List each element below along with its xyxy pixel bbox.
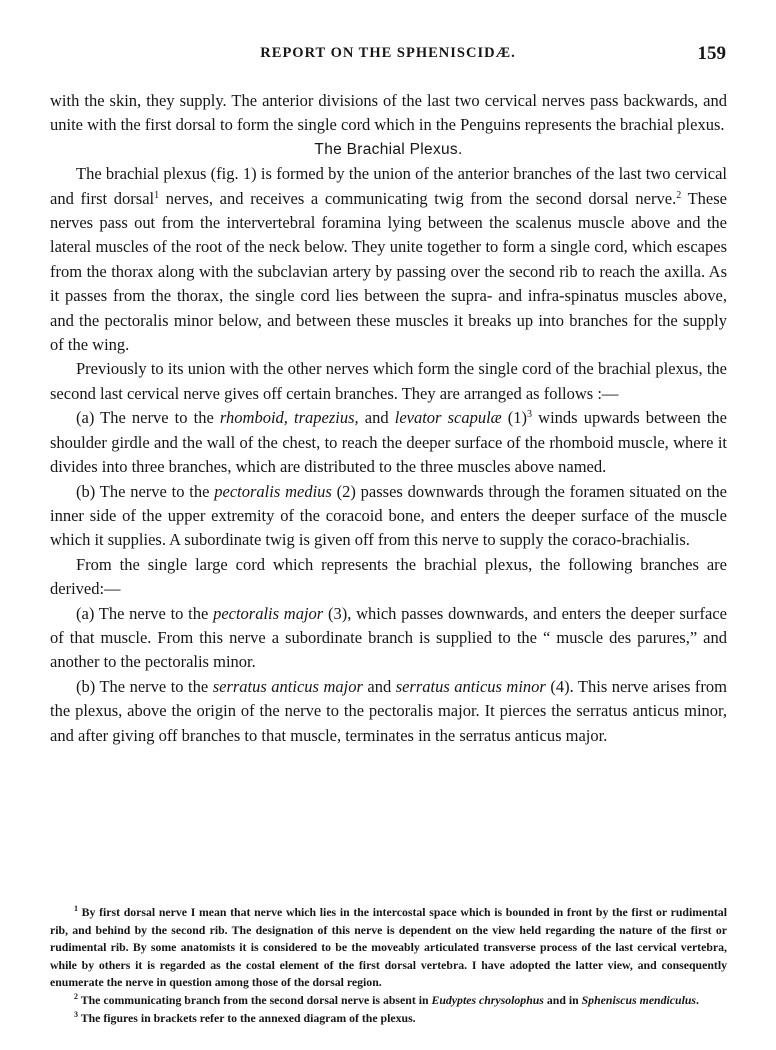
- text-run: (4). This nerve arises from the plexus, above the origin of the nerve to the pectoralis major. It pierces the serratus anticus minor, and after giving off branches to that muscle, terminates in the serratus anticus major.: [50, 676, 727, 745]
- text-run: The nerve to the: [95, 676, 213, 696]
- text-run: nerves, and receives a communicating twig from the second dorsal nerve.: [159, 188, 677, 208]
- item-label: (a): [76, 408, 95, 428]
- footnote-1: [50, 904, 727, 992]
- text-run: winds upwards between the shoulder girdle and the wall of the chest, to reach the deeper surface of the rhomboid muscle, where it divides into three branches, which are distributed to the three muscles above named.: [50, 408, 727, 477]
- paragraph-item-a-rhomboid: [50, 406, 727, 479]
- footnote-3: [50, 1010, 727, 1028]
- footnote-mark: 1: [74, 904, 78, 913]
- text-run: (1): [501, 408, 528, 428]
- running-header: [50, 43, 726, 67]
- footnote-ref-2[interactable]: 2: [676, 189, 682, 201]
- italic-term: levator scapulæ: [394, 408, 502, 428]
- text-run: (2) passes downwards through the foramen situated on the inner side of the upper extremity of the coracoid bone, and enters the deeper surface of the muscle which it supplies. A subordinate twig is given off from this nerve to supply the coraco-brachialis.: [50, 481, 727, 550]
- italic-species: Spheniscus mendiculus: [581, 992, 697, 1007]
- body-text: [50, 89, 727, 748]
- paragraph-item-a-pectoralis-major: [50, 602, 727, 675]
- item-label: (b): [76, 481, 96, 501]
- page-number: 159: [697, 43, 726, 64]
- item-label: (a): [76, 603, 95, 623]
- italic-term: pectoralis major: [213, 603, 324, 623]
- text-run: The brachial plexus (fig. 1) is formed by the union of the anterior branches of the last two cervical and first dorsal: [50, 164, 727, 208]
- text-run: (3), which passes downwards, and enters the deeper surface of that muscle. From this nerve a subordinate branch is supplied to the “ muscle des parures,” and another to the pectoralis minor.: [50, 603, 727, 672]
- footnote-text: and in: [543, 992, 582, 1007]
- footnote-mark: 3: [74, 1009, 78, 1019]
- item-label: (b): [76, 676, 96, 696]
- paragraph-previously: Previously to its union with the other nerves which form the single cord of the brachial plexus, the second last cervical nerve gives off certain branches. They are arranged as follows :—: [50, 359, 727, 403]
- text-run: The nerve to the: [95, 481, 215, 501]
- text-run: These nerves pass out from the intervertebral foramina lying between the scalenus muscle above and the lateral muscles of the root of the neck below. They unite together to form a single cord, which escapes from the thorax along with the subclavian artery by passing over the second rib to reach the axilla. As it passes from the thorax, the single cord lies between the supra- and infra-spinatus muscles above, and the pectoralis minor below, and between these muscles it breaks up into branches for the supply of the wing.: [50, 188, 727, 355]
- paragraph-item-b-serratus: [50, 675, 727, 748]
- section-heading: The Brachial Plexus.: [314, 140, 463, 158]
- footnote-text: .: [696, 992, 699, 1007]
- footnote-ref-1[interactable]: 1: [154, 189, 160, 201]
- footnote-mark: 2: [74, 991, 78, 1001]
- intro-paragraph: with the skin, they supply. The anterior divisions of the last two cervical nerves pass backwards, and unite with the first dorsal to form the single cord which in the Penguins represents the brachial plexus.: [50, 91, 727, 135]
- text-run: and: [362, 676, 396, 696]
- italic-species: Eudyptes chrysolophus: [431, 992, 544, 1007]
- text-run: The nerve to the: [94, 408, 220, 428]
- running-title: REPORT ON THE SPHENISCIDÆ.: [260, 45, 516, 61]
- italic-term: serratus anticus major: [212, 676, 363, 696]
- footnote-2: [50, 992, 727, 1010]
- paragraph-item-b-pectoralis-medius: [50, 480, 727, 553]
- paragraph-single-cord: From the single large cord which represents the brachial plexus, the following branches are derived:—: [50, 554, 727, 599]
- footnote-ref-3[interactable]: 3: [527, 409, 533, 421]
- italic-term: pectoralis medius: [214, 481, 332, 501]
- italic-term: serratus anticus minor: [395, 676, 546, 696]
- footnote-text: The figures in brackets refer to the annexed diagram of the plexus.: [78, 1010, 416, 1025]
- text-run: The nerve to the: [94, 603, 214, 623]
- footnote-text: The communicating branch from the second dorsal nerve is absent in: [78, 992, 432, 1007]
- italic-term: rhomboid, trapezius,: [219, 408, 359, 428]
- footnotes: [50, 904, 727, 1027]
- text-run: and: [358, 408, 395, 428]
- footnote-text: By first dorsal nerve I mean that nerve which lies in the intercostal space which is bounded in front by the first or rudimental rib, and behind by the second rib. The designation of this nerve is dependent on the view held regarding the nature of the first or rudimental rib. By some anatomists it is considered to be the moveably articulated transverse process of the last cervical vertebra, while by others it is regarded as the costal element of the first dorsal vertebra. I have adopted the latter view, and consequently enumerate the nerve in question among those of the dorsal region.: [50, 905, 727, 990]
- paragraph-brachial-plexus: [50, 162, 727, 357]
